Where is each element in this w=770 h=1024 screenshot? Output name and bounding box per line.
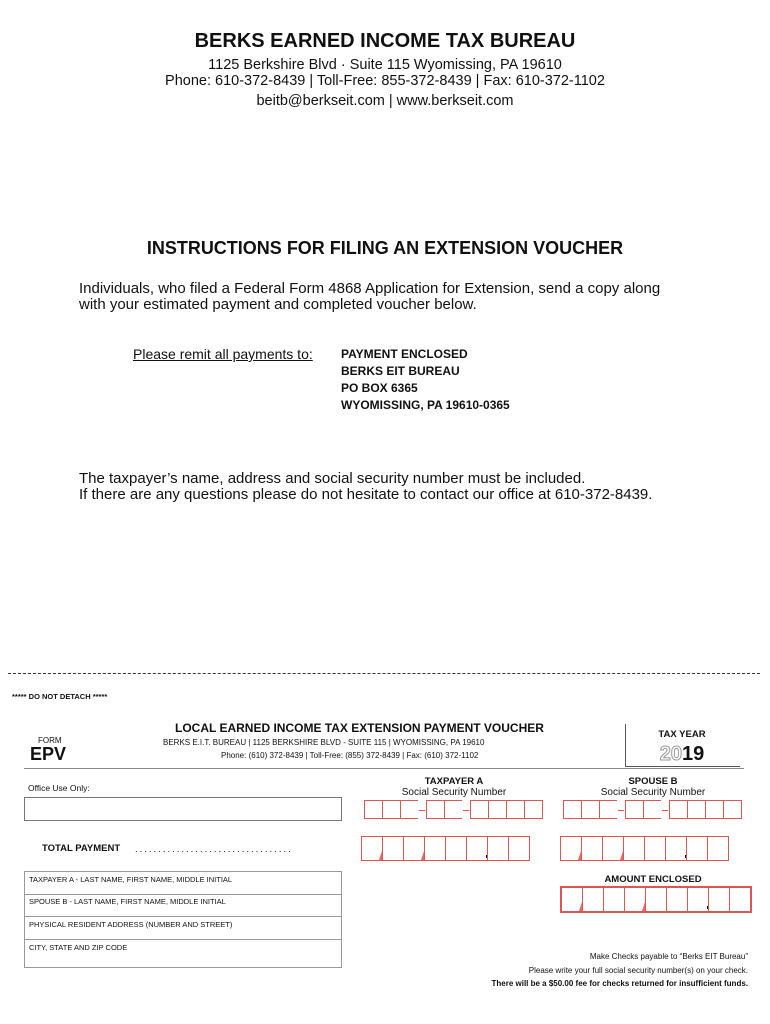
spouse-b-ssn-label: Social Security Number xyxy=(600,787,706,798)
cut-line xyxy=(8,673,760,674)
amount-enclosed-input[interactable] xyxy=(560,886,752,913)
instructions-para2-line1: The taxpayer’s name, address and social security number must be included. xyxy=(79,470,586,487)
total-payment-leader: .................................. xyxy=(135,844,293,855)
tax-year-label: TAX YEAR xyxy=(658,729,706,740)
total-payment-label: TOTAL PAYMENT xyxy=(42,843,121,854)
address-label: PHYSICAL RESIDENT ADDRESS (NUMBER AND STREET) xyxy=(29,920,233,929)
bureau-address: 1125 Berkshire Blvd · Suite 115 Wyomissing, PA 19610 xyxy=(208,57,562,73)
remit-line: BERKS EIT BUREAU xyxy=(341,364,460,378)
tax-year-prefix: 20 xyxy=(659,743,682,765)
instructions-para1-line2: with your estimated payment and completed voucher below. xyxy=(79,296,477,313)
office-use-box xyxy=(24,797,342,821)
nsf-fee-note: There will be a $50.00 fee for checks returned for insufficient funds. xyxy=(491,979,748,988)
bureau-web[interactable]: beitb@berkseit.com | www.berkseit.com xyxy=(256,93,514,109)
instructions-para2-line2: If there are any questions please do not hesitate to contact our office at 610-372-8439. xyxy=(79,486,653,503)
taxpayer-a-ssn-label: Social Security Number xyxy=(401,787,507,798)
instructions-para1-line1: Individuals, who filed a Federal Form 4868 Application for Extension, send a copy along xyxy=(79,280,661,297)
voucher-divider xyxy=(24,768,744,769)
remit-label: Please remit all payments to: xyxy=(133,346,313,362)
remit-line: PO BOX 6365 xyxy=(341,381,418,395)
do-not-detach-note: ***** DO NOT DETACH ***** xyxy=(12,692,108,701)
taxpayer-a-name-label: TAXPAYER A - LAST NAME, FIRST NAME, MIDDLE INITIAL xyxy=(29,875,233,884)
taxpayer-a-ssn-input[interactable] xyxy=(364,800,543,819)
city-state-zip-field[interactable] xyxy=(24,940,342,968)
checks-payable-note: Make Checks payable to “Berks EIT Bureau” xyxy=(589,952,748,961)
tax-year-suffix[interactable]: 19 xyxy=(682,743,705,765)
voucher-address: BERKS E.I.T. BUREAU | 1125 BERKSHIRE BLVD - SUITE 115 | WYOMISSING, PA 19610 xyxy=(163,738,485,747)
spouse-b-name-field[interactable] xyxy=(24,894,342,917)
voucher-phones: Phone: (610) 372-8439 | Toll-Free: (855) 372-8439 | Fax: (610) 372-1102 xyxy=(221,751,479,760)
taxpayer-a-payment-input[interactable] xyxy=(361,836,530,861)
remit-address xyxy=(341,346,510,414)
spouse-b-ssn-input[interactable] xyxy=(563,800,742,819)
ssn-on-check-note: Please write your full social security number(s) on your check. xyxy=(528,966,748,975)
spouse-b-payment-input[interactable] xyxy=(560,836,729,861)
spouse-b-heading: SPOUSE B xyxy=(628,776,678,787)
office-use-label: Office Use Only: xyxy=(28,783,90,793)
voucher-title: LOCAL EARNED INCOME TAX EXTENSION PAYMENT VOUCHER xyxy=(175,721,544,735)
address-field[interactable] xyxy=(24,917,342,940)
city-state-zip-label: CITY, STATE AND ZIP CODE xyxy=(29,943,128,952)
form-label: FORM xyxy=(38,736,62,745)
taxpayer-a-heading: TAXPAYER A xyxy=(424,776,484,787)
bureau-phones: Phone: 610-372-8439 | Toll-Free: 855-372-8439 | Fax: 610-372-1102 xyxy=(165,73,605,89)
tax-year-value xyxy=(625,743,739,766)
amount-enclosed-label: AMOUNT ENCLOSED xyxy=(604,874,702,885)
form-code: EPV xyxy=(30,744,67,764)
bureau-title: BERKS EARNED INCOME TAX BUREAU xyxy=(194,30,576,52)
spouse-b-name-label: SPOUSE B - LAST NAME, FIRST NAME, MIDDLE INITIAL xyxy=(29,897,226,906)
remit-line: WYOMISSING, PA 19610-0365 xyxy=(341,398,510,412)
remit-line: PAYMENT ENCLOSED xyxy=(341,347,468,361)
taxpayer-a-name-field[interactable] xyxy=(24,871,342,895)
instructions-title: INSTRUCTIONS FOR FILING AN EXTENSION VOUCHER xyxy=(146,238,624,258)
